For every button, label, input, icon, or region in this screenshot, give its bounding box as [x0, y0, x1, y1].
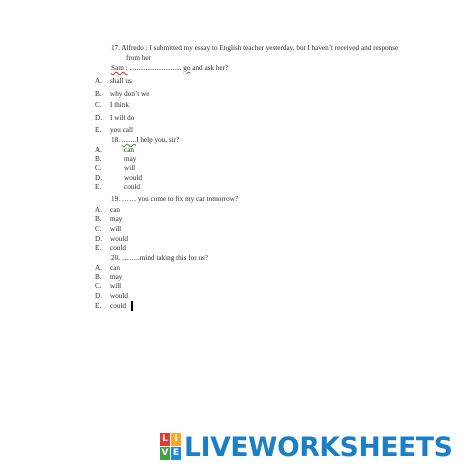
option-text[interactable]: could: [124, 183, 140, 191]
question-17-line1: 17. Alfredo : I submitted my essay to English teacher yesterday, but I haven’t received and response: [111, 44, 399, 52]
option-text[interactable]: will: [124, 164, 136, 172]
option-letter: A.: [95, 206, 102, 214]
option-letter: A.: [95, 146, 102, 154]
option-text[interactable]: would: [124, 174, 142, 182]
option-letter: E.: [95, 302, 102, 310]
option-text[interactable]: can: [110, 264, 120, 272]
option-letter: E.: [95, 183, 102, 191]
option-text[interactable]: would: [110, 235, 128, 243]
live-badge-icon: [160, 433, 182, 461]
badge-letter: L: [160, 433, 170, 446]
answer-blank[interactable]: .............................: [129, 64, 182, 72]
option-letter: C.: [95, 225, 102, 233]
option-text[interactable]: I think: [110, 101, 129, 109]
word-go: go: [183, 64, 191, 72]
question-18-line: [111, 137, 179, 144]
option-text[interactable]: shall us: [110, 77, 132, 85]
option-text[interactable]: may: [110, 273, 123, 281]
option-letter: E.: [95, 126, 102, 134]
option-letter: B.: [95, 215, 102, 223]
option-letter: A.: [95, 264, 102, 272]
option-text[interactable]: can: [124, 146, 134, 154]
question-17-suffix: and ask her?: [192, 64, 229, 72]
option-text[interactable]: why don’t we: [110, 90, 150, 98]
option-text[interactable]: I will do: [110, 114, 135, 122]
question-19-line: 19. …… you come to fix my car tomorrow?: [111, 195, 239, 203]
option-letter: B.: [95, 155, 102, 163]
option-text[interactable]: you call: [110, 126, 133, 134]
option-letter: C.: [95, 101, 102, 109]
option-letter: C.: [95, 282, 102, 290]
badge-letter: I: [171, 433, 181, 446]
badge-letter: E: [172, 448, 180, 458]
option-text[interactable]: would: [110, 292, 128, 300]
question-20-line: 20. ……..mind taking this for us?: [111, 254, 209, 262]
badge-letter: V: [161, 448, 169, 458]
question-17-line2: from her: [126, 54, 151, 62]
speaker-name: Sam :: [111, 64, 128, 72]
logo-text: LIVEWORKSHEETS: [184, 432, 453, 463]
option-text[interactable]: can: [110, 206, 120, 214]
option-letter: A.: [95, 77, 102, 85]
option-letter: D.: [95, 174, 102, 182]
option-letter: C.: [95, 164, 102, 172]
option-text[interactable]: may: [110, 215, 123, 223]
option-letter: D.: [95, 292, 102, 300]
question-18-rest: I help you, sir?: [136, 136, 180, 144]
option-text[interactable]: will: [110, 225, 122, 233]
text-cursor: [131, 301, 133, 311]
question-number: 18.: [111, 136, 120, 144]
option-text[interactable]: will: [110, 282, 122, 290]
option-text[interactable]: could: [110, 244, 126, 252]
option-letter: D.: [95, 114, 102, 122]
option-text[interactable]: may: [124, 155, 137, 163]
option-letter: E.: [95, 244, 102, 252]
option-text[interactable]: could: [110, 302, 126, 310]
question-17-line3: [111, 65, 228, 72]
option-letter: B.: [95, 90, 102, 98]
option-letter: D.: [95, 235, 102, 243]
answer-blank[interactable]: ........: [121, 136, 137, 144]
option-letter: B.: [95, 273, 102, 281]
